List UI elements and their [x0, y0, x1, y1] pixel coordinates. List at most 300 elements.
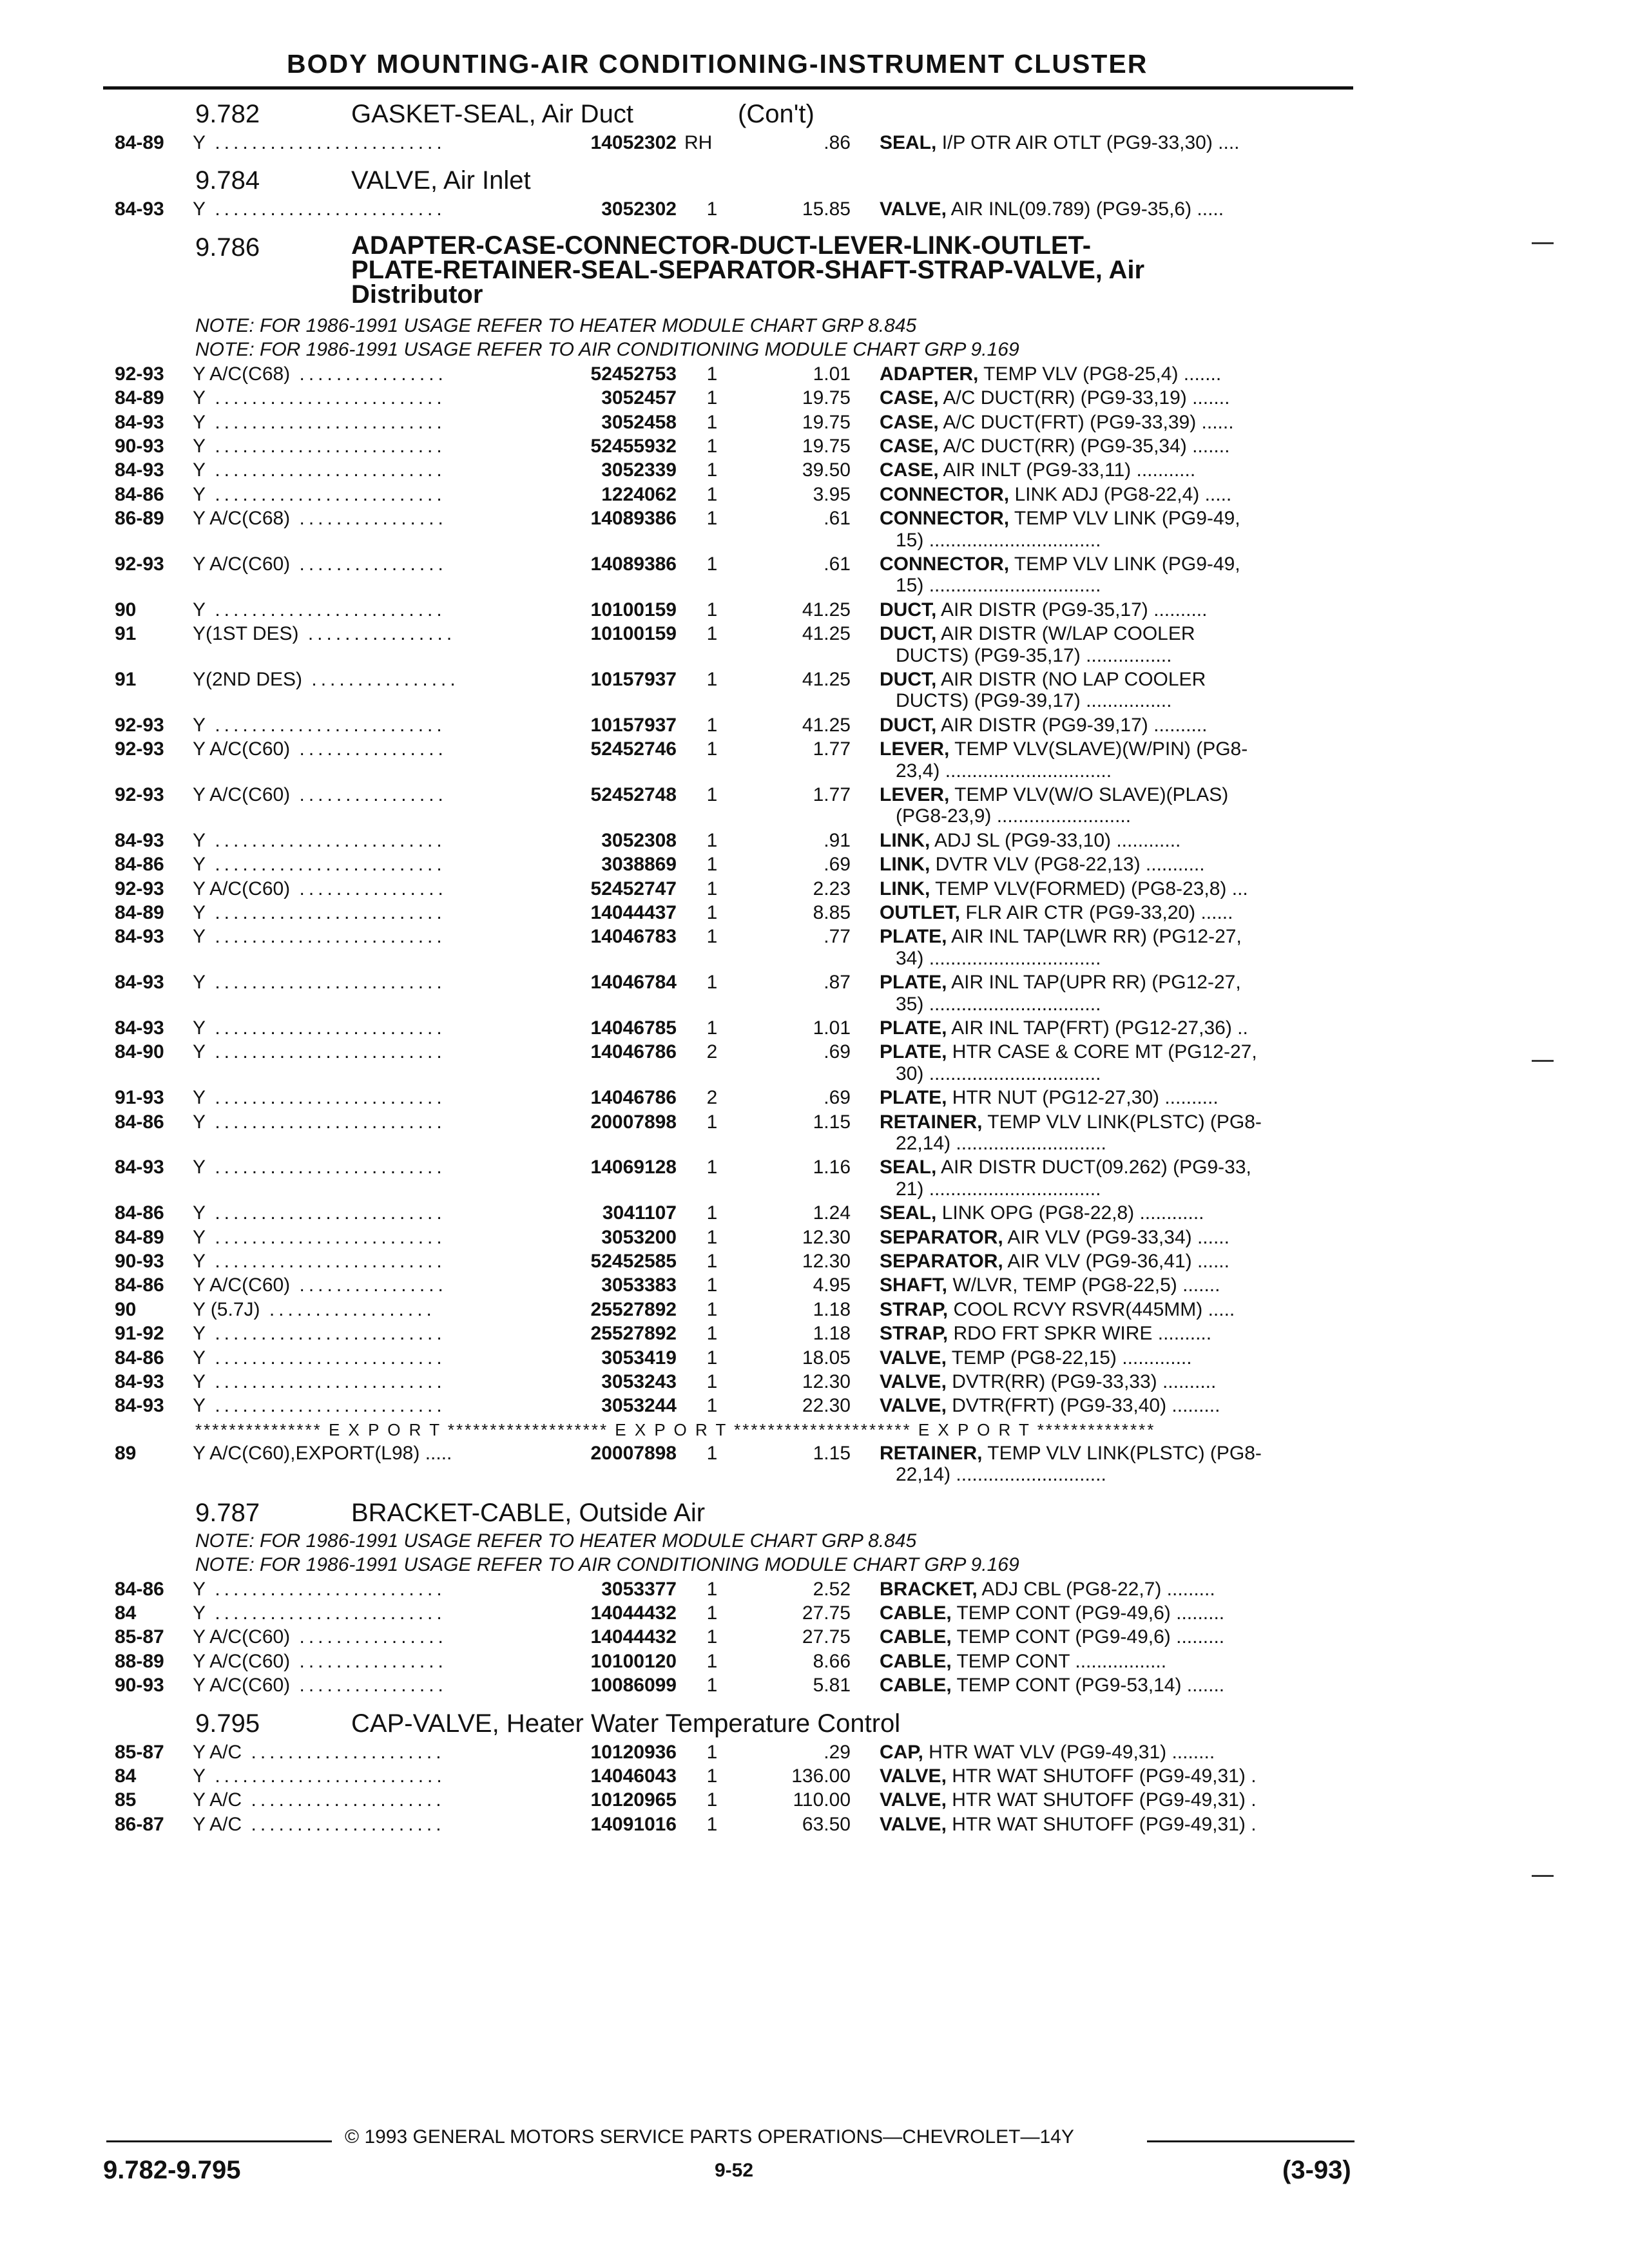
- row-part-type: CAP,: [880, 1741, 923, 1763]
- row-part-name: [880, 597, 1207, 623]
- row-years: 92-93: [115, 553, 164, 575]
- row-desc-text: Y: [193, 926, 206, 948]
- leader-dots: .....................: [242, 1741, 445, 1763]
- table-row: [0, 1321, 1629, 1347]
- row-desc-text: Y: [193, 1578, 206, 1600]
- leader-dots: .........................: [206, 198, 446, 220]
- row-part-type: DUCT,: [880, 623, 937, 645]
- row-years: 84-93: [115, 972, 164, 994]
- row-part-number: 10157937: [590, 714, 677, 736]
- row-part-number: 10100120: [590, 1650, 677, 1672]
- row-years: 84: [115, 1765, 137, 1787]
- row-part-detail: FLR AIR CTR (PG9-33,20) ......: [965, 902, 1233, 923]
- row-part-number: 14046784: [590, 972, 677, 994]
- row-years: 91-93: [115, 1087, 164, 1109]
- table-row: [0, 130, 1629, 156]
- row-desc-text: Y: [193, 1226, 206, 1248]
- section-title: CAP-VALVE, Heater Water Temperature Control: [351, 1709, 901, 1738]
- row-part-type: DUCT,: [880, 599, 937, 620]
- table-row: [0, 1624, 1629, 1650]
- row-part-type: PLATE,: [880, 1017, 947, 1039]
- table-row-continuation: [0, 528, 1629, 553]
- row-part-detail: DVTR VLV (PG8-22,13) ...........: [935, 854, 1205, 876]
- row-description: [193, 597, 446, 623]
- row-part-number: 52452747: [590, 878, 677, 899]
- row-part-name: [880, 1297, 1235, 1323]
- row-part-name: [880, 457, 1195, 483]
- row-quantity: 1: [706, 436, 718, 457]
- row-part-name: [880, 1673, 1224, 1698]
- row-desc-text: Y A/C: [193, 1741, 242, 1763]
- row-years: 84-93: [115, 1157, 164, 1178]
- section-number: 9.782: [195, 100, 260, 128]
- section-title: GASKET-SEAL, Air Duct: [351, 100, 633, 128]
- table-row: [0, 1297, 1629, 1323]
- row-price: 12.30: [802, 1251, 851, 1272]
- row-quantity: 1: [706, 1298, 718, 1320]
- row-years: 92-93: [115, 784, 164, 805]
- row-quantity: 1: [706, 854, 718, 876]
- row-years: 84-86: [115, 1202, 164, 1224]
- row-price: 1.18: [813, 1298, 851, 1320]
- row-desc-text: Y: [193, 714, 206, 736]
- table-row-continuation: [0, 758, 1629, 784]
- section-number: 9.795: [195, 1709, 260, 1738]
- leader-dots: ................: [290, 363, 447, 385]
- table-row-continuation: [0, 1131, 1629, 1157]
- row-quantity: 1: [706, 623, 718, 645]
- row-part-number: 14046786: [590, 1041, 677, 1063]
- row-quantity: 1: [706, 784, 718, 805]
- row-years: 86-89: [115, 508, 164, 530]
- leader-dots: ................: [290, 784, 447, 805]
- row-part-name: [880, 1321, 1211, 1347]
- row-description: [193, 1624, 447, 1650]
- leader-dots: .........................: [206, 411, 446, 433]
- row-years: 84-93: [115, 829, 164, 851]
- row-price: 63.50: [802, 1813, 851, 1835]
- row-part-detail: TEMP VLV LINK (PG9-49,: [1014, 553, 1240, 575]
- row-description: [193, 1812, 445, 1838]
- row-price: .77: [824, 926, 851, 948]
- leader-dots: .........................: [206, 1017, 446, 1039]
- row-price: .61: [824, 553, 851, 575]
- row-part-type: DUCT,: [880, 714, 937, 736]
- row-years: 90-93: [115, 1251, 164, 1272]
- row-years: 91: [115, 669, 137, 690]
- row-quantity: 1: [706, 411, 718, 433]
- row-desc-text: Y: [193, 1395, 206, 1417]
- row-quantity: 1: [706, 198, 718, 220]
- row-price: 27.75: [802, 1626, 851, 1648]
- table-row-continuation: [0, 992, 1629, 1017]
- row-desc-text: Y: [193, 1202, 206, 1224]
- row-detail-continued: 23,4) ...............................: [896, 760, 1112, 782]
- row-price: 19.75: [802, 436, 851, 457]
- row-desc-text: Y: [193, 1371, 206, 1392]
- footer-revision-date: (3-93): [1282, 2156, 1351, 2184]
- row-part-detail: AIR DISTR (PG9-39,17) ..........: [941, 714, 1208, 736]
- leader-dots: .........................: [206, 854, 446, 876]
- row-part-detail: LINK ADJ (PG8-22,4) .....: [1014, 483, 1232, 505]
- row-quantity: 1: [706, 1765, 718, 1787]
- row-years: 84-93: [115, 1017, 164, 1039]
- row-description: [193, 197, 446, 222]
- row-part-type: PLATE,: [880, 1087, 947, 1109]
- row-part-type: CABLE,: [880, 1602, 952, 1624]
- row-quantity: 1: [706, 363, 718, 385]
- row-part-number: 52452746: [590, 738, 677, 760]
- table-row: [0, 1345, 1629, 1371]
- section-note: NOTE: FOR 1986-1991 USAGE REFER TO HEATER MODULE CHART GRP 8.845: [195, 314, 917, 336]
- row-part-type: VALVE,: [880, 1347, 947, 1369]
- row-price: 19.75: [802, 411, 851, 433]
- section-title-line: ADAPTER-CASE-CONNECTOR-DUCT-LEVER-LINK-OUTLET-: [351, 231, 1092, 260]
- row-price: 136.00: [791, 1765, 851, 1787]
- row-part-name: [880, 385, 1229, 411]
- row-part-name: [880, 1600, 1224, 1626]
- row-desc-text: Y: [193, 1111, 206, 1133]
- section-title-line: Distributor: [351, 280, 483, 309]
- row-price: 41.25: [802, 714, 851, 736]
- row-part-type: LINK,: [880, 829, 930, 851]
- table-row: [0, 1249, 1629, 1274]
- leader-dots: ................: [290, 1650, 447, 1672]
- row-part-number: 1224062: [601, 483, 677, 505]
- row-detail-continued: DUCTS) (PG9-39,17) ................: [896, 690, 1172, 712]
- row-part-detail: TEMP (PG8-22,15) .............: [951, 1347, 1192, 1369]
- row-price: 1.16: [813, 1157, 851, 1178]
- section-title-line: PLATE-RETAINER-SEAL-SEPARATOR-SHAFT-STRAP-VALVE, Air: [351, 255, 1145, 284]
- row-price: 27.75: [802, 1602, 851, 1624]
- table-row-continuation: [0, 1061, 1629, 1087]
- row-quantity: 2: [706, 1087, 718, 1109]
- section-title: VALVE, Air Inlet: [351, 166, 531, 195]
- row-part-type: LEVER,: [880, 738, 950, 760]
- row-price: 41.25: [802, 599, 851, 620]
- row-years: 84: [115, 1602, 137, 1624]
- row-part-number: 3053419: [601, 1347, 677, 1369]
- row-side: RH: [684, 132, 713, 153]
- row-price: 18.05: [802, 1347, 851, 1369]
- row-years: 85: [115, 1789, 137, 1811]
- row-price: 3.95: [813, 483, 851, 505]
- row-years: 84-93: [115, 1371, 164, 1392]
- section-number: 9.787: [195, 1498, 260, 1527]
- row-part-detail: W/LVR, TEMP (PG8-22,5) .......: [952, 1274, 1220, 1296]
- row-years: 90-93: [115, 1675, 164, 1696]
- row-part-type: CONNECTOR,: [880, 508, 1010, 530]
- row-years: 84-93: [115, 926, 164, 948]
- row-quantity: 1: [706, 1626, 718, 1648]
- row-price: .91: [824, 829, 851, 851]
- row-part-number: 14052302: [590, 132, 677, 153]
- row-desc-text: Y: [193, 198, 206, 220]
- row-part-detail: HTR CASE & CORE MT (PG12-27,: [952, 1041, 1257, 1063]
- row-price: .87: [824, 972, 851, 994]
- row-part-number: 25527892: [590, 1298, 677, 1320]
- leader-dots: .........................: [206, 1395, 446, 1417]
- row-detail-continued: 22,14) ............................: [896, 1133, 1106, 1154]
- row-part-type: STRAP,: [880, 1298, 949, 1320]
- leader-dots: ................: [290, 1274, 447, 1296]
- row-description: [193, 713, 446, 738]
- row-quantity: 1: [706, 1323, 718, 1345]
- row-years: 84-93: [115, 198, 164, 220]
- row-part-type: SEAL,: [880, 132, 937, 153]
- row-desc-text: Y(2ND DES): [193, 669, 303, 690]
- row-description: [193, 1321, 446, 1347]
- row-part-number: 3053243: [601, 1371, 677, 1392]
- table-row: [0, 876, 1629, 902]
- row-desc-text: Y A/C(C60): [193, 1650, 291, 1672]
- row-part-name: [880, 1624, 1224, 1650]
- row-part-number: 10100159: [590, 599, 677, 620]
- row-quantity: 1: [706, 483, 718, 505]
- leader-dots: .....................: [242, 1789, 445, 1811]
- leader-dots: ................: [302, 669, 459, 690]
- row-price: .61: [824, 508, 851, 530]
- row-description: [193, 1577, 446, 1602]
- row-part-name: [880, 482, 1231, 508]
- row-part-detail: TEMP VLV(SLAVE)(W/PIN) (PG8-: [954, 738, 1248, 760]
- row-part-type: RETAINER,: [880, 1442, 983, 1464]
- row-part-detail: DVTR(RR) (PG9-33,33) ..........: [952, 1371, 1217, 1392]
- row-part-name: [880, 197, 1224, 222]
- row-part-type: CASE,: [880, 459, 939, 481]
- row-quantity: 1: [706, 1442, 718, 1464]
- row-description: [193, 1763, 446, 1789]
- table-row: [0, 1600, 1629, 1626]
- row-quantity: 1: [706, 459, 718, 481]
- row-desc-text: Y A/C(C68): [193, 363, 291, 385]
- row-quantity: 1: [706, 738, 718, 760]
- row-quantity: 1: [706, 1789, 718, 1811]
- row-price: 15.85: [802, 198, 851, 220]
- row-part-detail: COOL RCVY RSVR(445MM) .....: [953, 1298, 1235, 1320]
- row-part-name: [880, 1763, 1257, 1789]
- row-detail-continued: 35) ................................: [896, 993, 1101, 1015]
- table-row: [0, 1273, 1629, 1298]
- row-part-number: 3052302: [601, 198, 677, 220]
- row-part-number: 14089386: [590, 508, 677, 530]
- row-part-type: PLATE,: [880, 972, 947, 994]
- row-years: 92-93: [115, 878, 164, 899]
- section-note: NOTE: FOR 1986-1991 USAGE REFER TO AIR CONDITIONING MODULE CHART GRP 9.169: [195, 1553, 1019, 1575]
- row-detail-continued: DUCTS) (PG9-35,17) ................: [896, 644, 1172, 666]
- row-desc-text: Y: [193, 972, 206, 994]
- row-part-name: [880, 1740, 1215, 1765]
- row-description: [193, 1015, 446, 1041]
- row-quantity: 1: [706, 1578, 718, 1600]
- row-years: 85-87: [115, 1626, 164, 1648]
- row-desc-text: Y: [193, 1765, 206, 1787]
- row-desc-text: Y: [193, 1323, 206, 1345]
- row-price: 1.18: [813, 1323, 851, 1345]
- row-part-type: SHAFT,: [880, 1274, 947, 1296]
- table-row: [0, 197, 1629, 222]
- row-part-detail: TEMP CONT .................: [956, 1650, 1167, 1672]
- row-part-type: SEPARATOR,: [880, 1226, 1003, 1248]
- row-price: 41.25: [802, 669, 851, 690]
- row-price: 1.15: [813, 1111, 851, 1133]
- row-part-detail: TEMP CONT (PG9-49,6) .........: [956, 1602, 1225, 1624]
- row-desc-text: Y: [193, 483, 206, 505]
- table-row: [0, 1812, 1629, 1838]
- row-price: 19.75: [802, 387, 851, 409]
- row-description: [193, 1249, 446, 1274]
- leader-dots: .........................: [206, 436, 446, 457]
- row-part-number: 52452748: [590, 784, 677, 805]
- row-price: 1.77: [813, 738, 851, 760]
- row-part-name: [880, 852, 1205, 878]
- row-desc-text: Y: [193, 132, 206, 153]
- leader-dots: .........................: [206, 1251, 446, 1272]
- row-part-detail: TEMP CONT (PG9-49,6) .........: [956, 1626, 1225, 1648]
- row-years: 85-87: [115, 1741, 164, 1763]
- row-desc-text: Y: [193, 436, 206, 457]
- row-quantity: 1: [706, 1226, 718, 1248]
- table-row: [0, 1787, 1629, 1813]
- row-quantity: 1: [706, 1274, 718, 1296]
- row-quantity: 1: [706, 1395, 718, 1417]
- row-description: [193, 1200, 446, 1226]
- section-number: 9.786: [195, 233, 260, 262]
- row-part-number: 14046786: [590, 1087, 677, 1109]
- row-quantity: 1: [706, 387, 718, 409]
- leader-dots: .........................: [206, 926, 446, 948]
- row-part-number: 14091016: [590, 1813, 677, 1835]
- row-years: 84-93: [115, 459, 164, 481]
- row-part-number: 3053383: [601, 1274, 677, 1296]
- row-price: .69: [824, 1087, 851, 1109]
- footer-rule-right: [1147, 2140, 1354, 2142]
- leader-dots: .........................: [206, 714, 446, 736]
- row-desc-text: Y A/C(C60): [193, 1626, 291, 1648]
- row-years: 84-86: [115, 1274, 164, 1296]
- row-part-name: [880, 1393, 1220, 1419]
- row-description: [193, 434, 446, 459]
- row-part-detail: AIR DISTR (PG9-35,17) ..........: [941, 599, 1208, 620]
- leader-dots: ..................: [260, 1298, 436, 1320]
- row-price: 1.77: [813, 784, 851, 805]
- table-row: [0, 1577, 1629, 1602]
- row-quantity: 1: [706, 1347, 718, 1369]
- row-description: [193, 1393, 446, 1419]
- row-part-type: RETAINER,: [880, 1111, 983, 1133]
- row-quantity: 2: [706, 1041, 718, 1063]
- row-part-detail: DVTR(FRT) (PG9-33,40) .........: [952, 1395, 1220, 1417]
- row-description: [193, 385, 446, 411]
- leader-dots: .........................: [206, 599, 446, 620]
- table-row: [0, 1740, 1629, 1765]
- row-price: 12.30: [802, 1371, 851, 1392]
- row-price: 1.24: [813, 1202, 851, 1224]
- row-part-number: 10086099: [590, 1675, 677, 1696]
- leader-dots: .........................: [206, 1111, 446, 1133]
- row-part-name: [880, 876, 1248, 902]
- row-part-name: [880, 1200, 1204, 1226]
- row-desc-text: Y: [193, 459, 206, 481]
- table-row-continuation: [0, 688, 1629, 714]
- row-part-type: SEAL,: [880, 1157, 937, 1178]
- row-quantity: 1: [706, 1813, 718, 1835]
- row-part-type: STRAP,: [880, 1323, 949, 1345]
- row-part-type: PLATE,: [880, 1041, 947, 1063]
- row-description: [193, 457, 446, 483]
- leader-dots: .........................: [206, 387, 446, 409]
- row-desc-text: Y A/C(C60): [193, 1274, 291, 1296]
- row-detail-continued: 15) ................................: [896, 575, 1101, 597]
- row-part-type: VALVE,: [880, 1789, 947, 1811]
- row-desc-text: Y: [193, 854, 206, 876]
- row-years: 90: [115, 599, 137, 620]
- section-note: NOTE: FOR 1986-1991 USAGE REFER TO HEATER MODULE CHART GRP 8.845: [195, 1530, 917, 1552]
- row-part-number: 3052308: [601, 829, 677, 851]
- row-part-number: 14044432: [590, 1602, 677, 1624]
- row-part-number: 3052457: [601, 387, 677, 409]
- row-desc-text: Y (5.7J): [193, 1298, 260, 1320]
- row-part-name: [880, 1015, 1248, 1041]
- row-quantity: 1: [706, 508, 718, 530]
- row-part-name: [880, 900, 1233, 926]
- row-part-type: VALVE,: [880, 1765, 947, 1787]
- leader-dots: .........................: [206, 1041, 446, 1063]
- row-part-type: LEVER,: [880, 784, 950, 805]
- export-divider: *************** E X P O R T ******************* E X P O R T ********************* E X P O R T **************: [195, 1419, 1156, 1439]
- row-part-detail: TEMP VLV (PG8-25,4) .......: [983, 363, 1222, 385]
- row-part-detail: ADJ SL (PG9-33,10) ............: [934, 829, 1181, 851]
- row-part-number: 14046785: [590, 1017, 677, 1039]
- row-years: 90: [115, 1298, 137, 1320]
- section-note: NOTE: FOR 1986-1991 USAGE REFER TO AIR CONDITIONING MODULE CHART GRP 9.169: [195, 338, 1019, 360]
- row-part-name: [880, 1787, 1257, 1813]
- row-price: 1.15: [813, 1442, 851, 1464]
- row-part-type: OUTLET,: [880, 902, 960, 923]
- row-quantity: 1: [706, 1371, 718, 1392]
- row-price: 8.66: [813, 1650, 851, 1672]
- row-part-name: [880, 410, 1234, 436]
- row-part-detail: I/P OTR AIR OTLT (PG9-33,30) ....: [941, 132, 1240, 153]
- row-part-number: 3038869: [601, 854, 677, 876]
- row-price: 22.30: [802, 1395, 851, 1417]
- row-quantity: 1: [706, 1202, 718, 1224]
- row-part-number: 14046043: [590, 1765, 677, 1787]
- leader-dots: .........................: [206, 483, 446, 505]
- row-part-detail: AIR VLV (PG9-33,34) ......: [1007, 1226, 1229, 1248]
- row-quantity: 1: [706, 972, 718, 994]
- footer-page-number: 9-52: [715, 2160, 754, 2181]
- leader-dots: .........................: [206, 1087, 446, 1109]
- row-price: 2.23: [813, 878, 851, 899]
- row-desc-text: Y: [193, 1017, 206, 1039]
- row-part-type: VALVE,: [880, 1395, 947, 1417]
- row-years: 84-86: [115, 1111, 164, 1133]
- row-years: 92-93: [115, 363, 164, 385]
- row-part-detail: AIR DISTR (NO LAP COOLER: [941, 669, 1206, 690]
- row-quantity: 1: [706, 1650, 718, 1672]
- row-desc-text: Y A/C(C60): [193, 784, 291, 805]
- row-part-detail: AIR INL TAP(UPR RR) (PG12-27,: [951, 972, 1241, 994]
- row-price: 110.00: [793, 1789, 851, 1811]
- row-part-number: 3052339: [601, 459, 677, 481]
- row-years: 84-86: [115, 854, 164, 876]
- leader-dots: .........................: [206, 1602, 446, 1624]
- table-row: [0, 900, 1629, 926]
- table-row-continuation: [0, 573, 1629, 599]
- row-part-detail: AIR INL(09.789) (PG9-35,6) .....: [950, 198, 1224, 220]
- row-part-detail: AIR VLV (PG9-36,41) ......: [1007, 1251, 1229, 1272]
